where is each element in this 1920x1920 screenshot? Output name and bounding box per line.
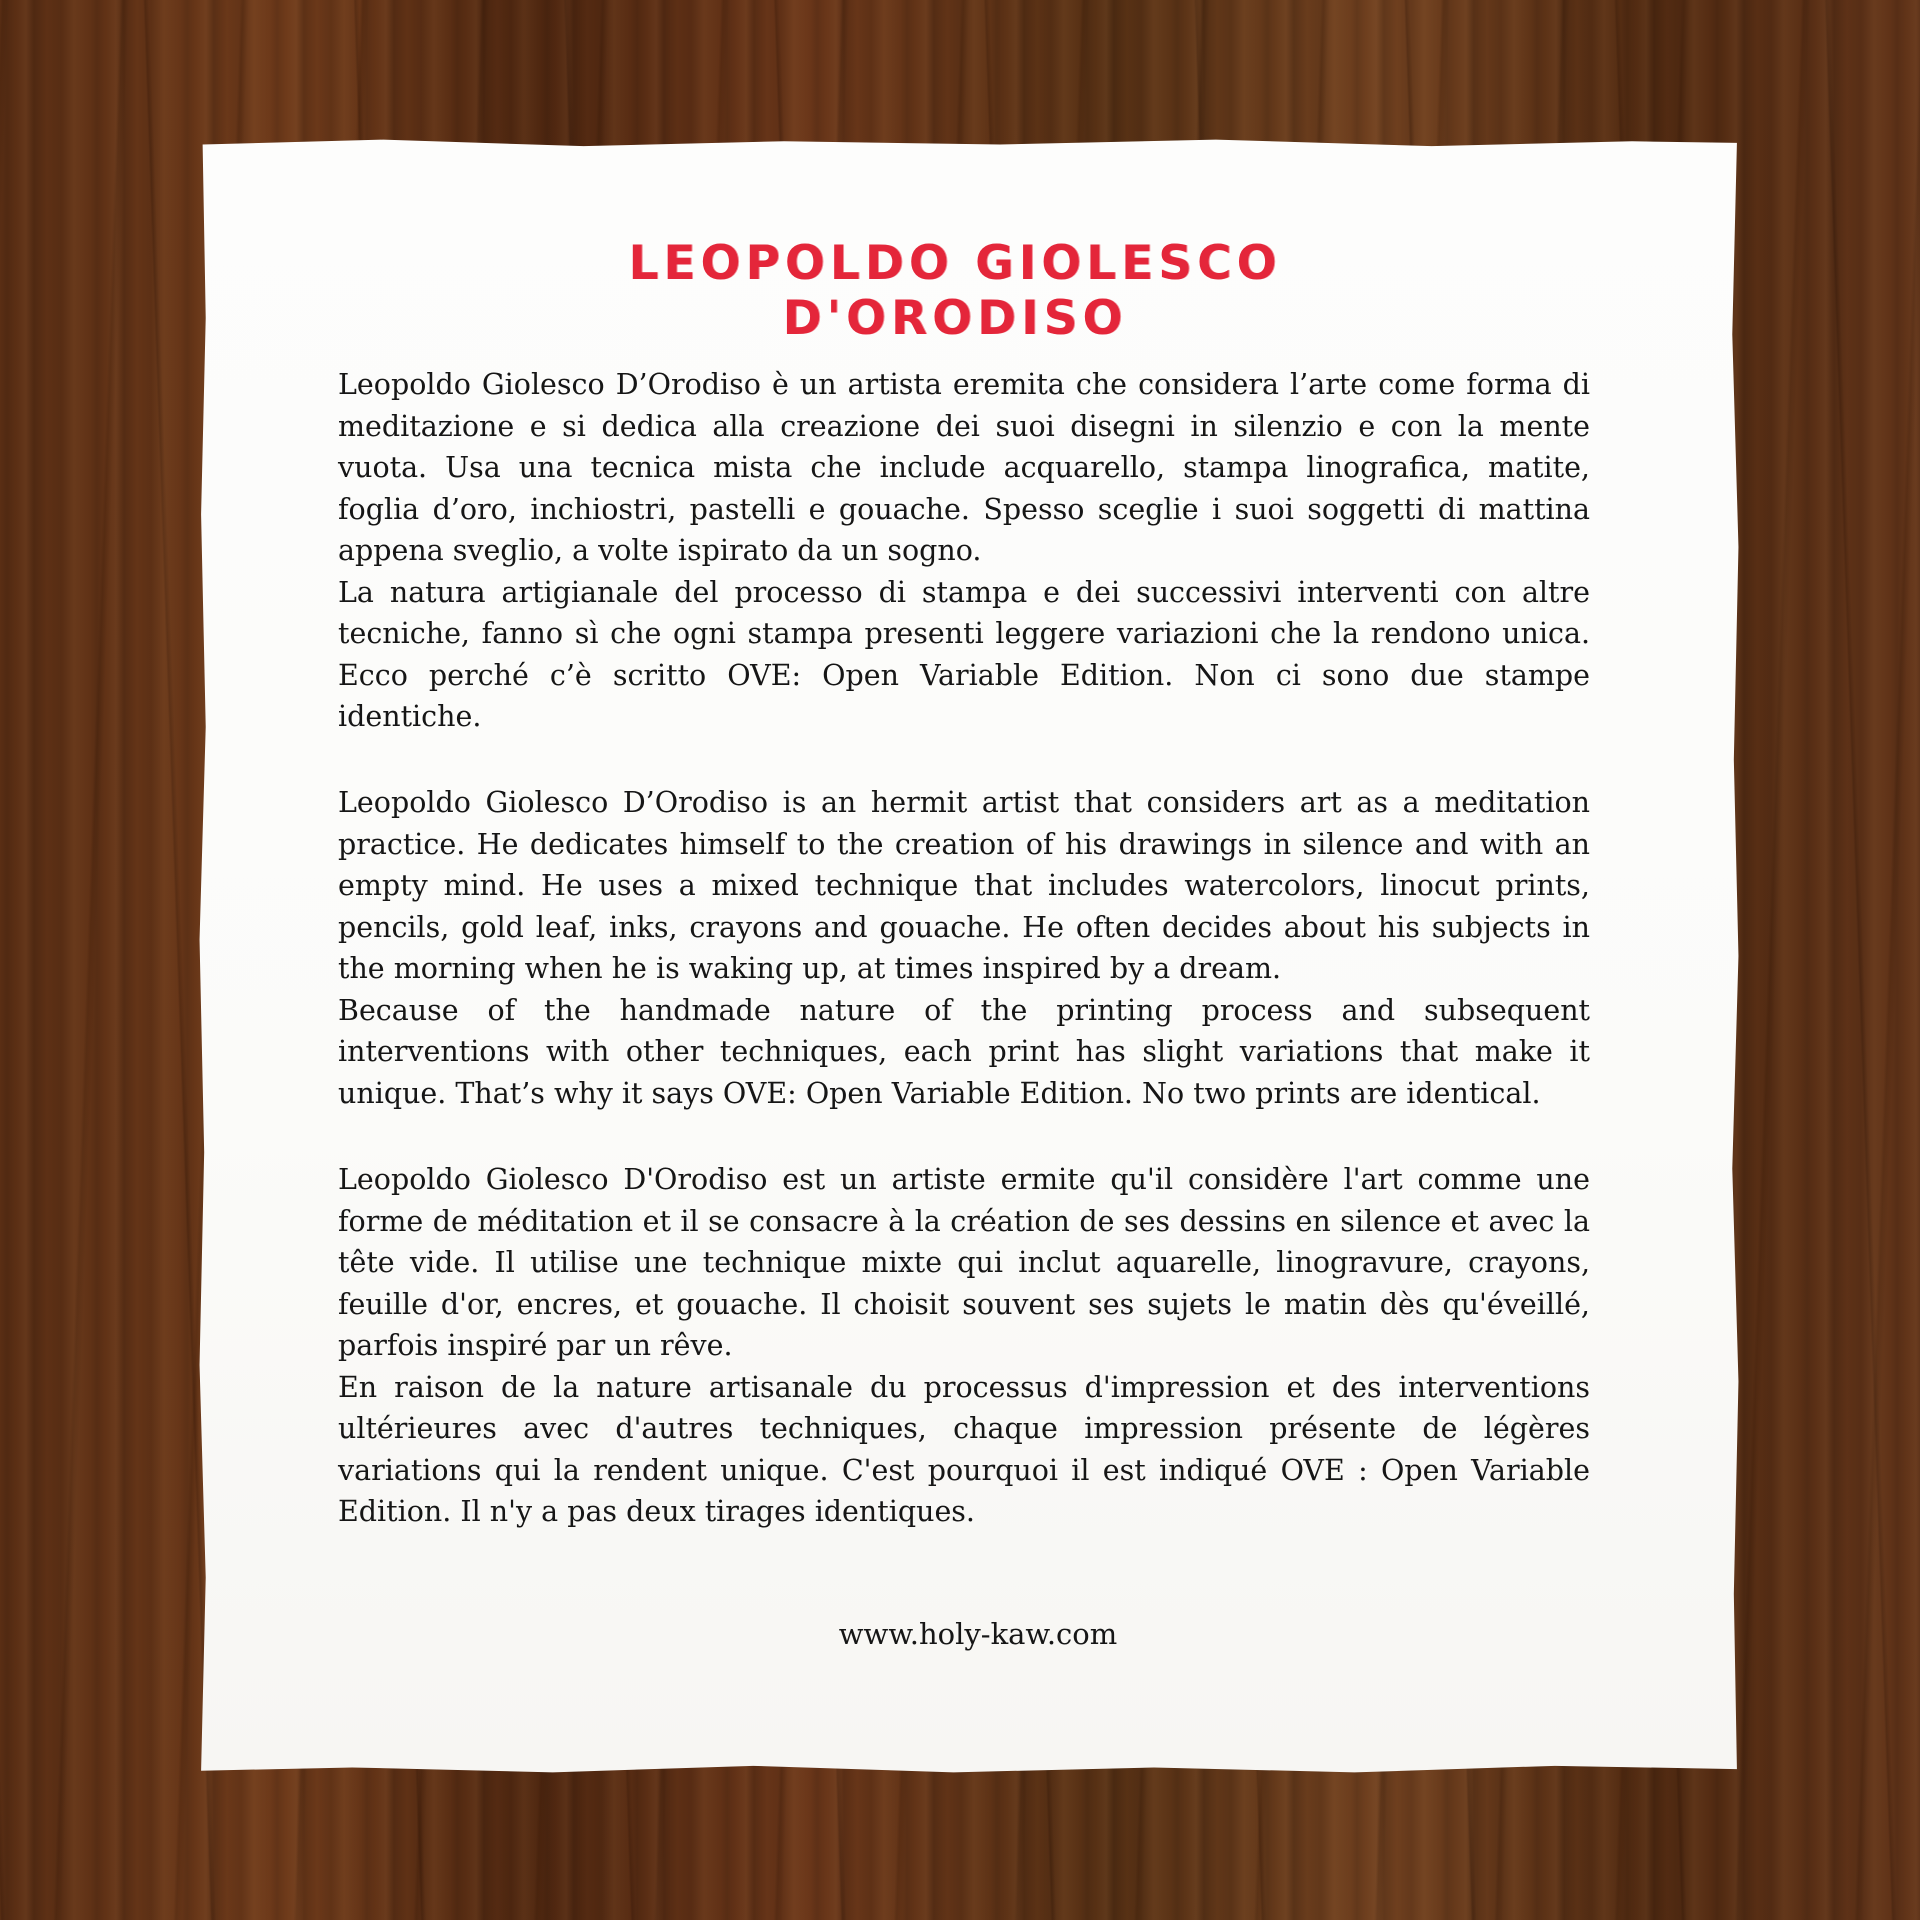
artist-name-title: LEOPOLDO GIOLESCO D'ORODISO [628, 236, 1282, 346]
english-paragraph-2: Because of the handmade nature of the printing process and subsequent interventions with other techniques, each print has slight variations that make it unique. That’s why it says OVE: Open Variable Edition. No two prints are identical. [338, 993, 1590, 1110]
english-section [338, 782, 1590, 1114]
title-stamp [535, 236, 1375, 346]
french-paragraph-2: En raison de la nature artisanale du processus d'impression et des interventions ultérieures avec d'autres techniques, chaque impression présente de légères variations qui la rendent unique. C'est pourquoi il est indiqué OVE : Open Variable Edition. Il n'y a pas deux tirages identiques. [338, 1370, 1590, 1528]
french-paragraph-1: Leopoldo Giolesco D'Orodiso est un artiste ermite qu'il considère l'art comme une forme de méditation et il se consacre à la création de ses dessins en silence et avec la tête vide. Il utilise une technique mixte qui inclut aquarelle, linogravure, crayons, feuille d'or, encres, et gouache. Il choisit souvent ses sujets le matin dès qu'éveillé, parfois inspiré par un rêve. [338, 1163, 1590, 1362]
website-url: www.holy-kaw.com [838, 1617, 1118, 1651]
french-section [338, 1159, 1590, 1533]
italian-paragraph-1: Leopoldo Giolesco D’Orodiso è un artista eremita che considera l’arte come forma di meditazione e si dedica alla creazione dei suoi disegni in silenzio e con la mente vuota. Usa una tecnica mista che include acquarello, stampa linografica, matite, foglia d’oro, inchiostri, pastelli e gouache. Spesso sceglie i suoi soggetti di mattina appena sveglio, a volte ispirato da un sogno. [338, 368, 1590, 567]
italian-section [338, 364, 1590, 738]
english-paragraph-1: Leopoldo Giolesco D’Orodiso is an hermit artist that considers art as a meditation practice. He dedicates himself to the creation of his drawings in silence and with an empty mind. He uses a mixed technique that includes watercolors, linocut prints, pencils, gold leaf, inks, crayons and gouache. He often decides about his subjects in the morning when he is waking up, at times inspired by a dream. [338, 786, 1590, 985]
italian-paragraph-2: La natura artigianale del processo di stampa e dei successivi interventi con altre tecniche, fanno sì che ogni stampa presenti leggere variazioni che la rendono unica. Ecco perché c’è scritto OVE: Open Variable Edition. Non ci sono due stampe identiche. [338, 575, 1590, 733]
